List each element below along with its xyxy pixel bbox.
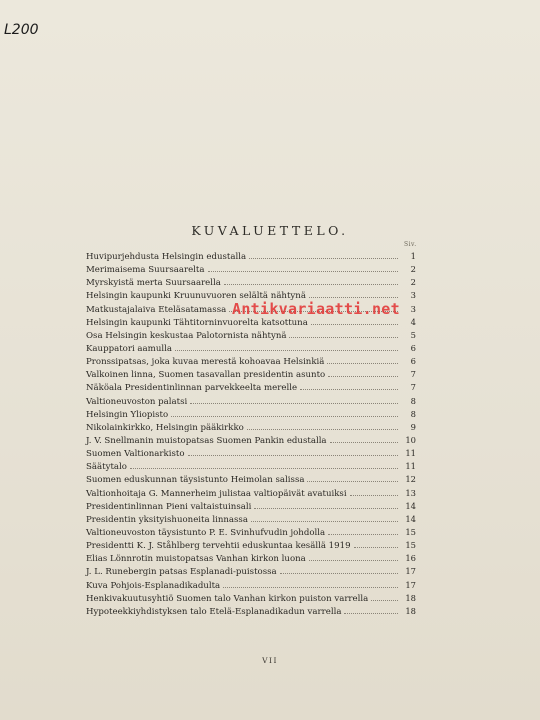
entry-page-number: 6 [410, 342, 416, 353]
dot-leader [175, 349, 398, 351]
handwritten-inventory-note: L200 [4, 22, 39, 38]
entry-title: Suomen Valtionarkisto [86, 449, 185, 460]
dot-leader [223, 586, 398, 588]
entry-title: Osa Helsingin keskustaa Palotornista nähtynä [86, 330, 287, 341]
list-item [86, 460, 416, 473]
dot-leader [328, 533, 398, 535]
entry-page-number: 4 [410, 316, 416, 327]
list-item [86, 434, 416, 447]
page-column-header: Siv. [404, 241, 417, 248]
entry-title: Henkivakuutusyhtiö Suomen talo Vanhan kirkon puiston varrella [86, 593, 369, 604]
entry-title: Kauppatori aamulla [86, 343, 172, 354]
entry-page-number: 3 [410, 290, 416, 301]
entry-page-number: 14 [405, 513, 416, 524]
entry-page-number: 2 [410, 264, 416, 275]
dot-leader [307, 480, 398, 482]
list-item [86, 368, 416, 381]
dot-leader [130, 467, 398, 469]
dot-leader [249, 257, 398, 259]
list-item [86, 263, 416, 276]
entry-title: Helsingin kaupunki Tähtitorninvuorelta katsottuna [86, 317, 308, 328]
dot-leader [328, 375, 398, 377]
entry-title: Merimaisema Suursaarelta [86, 265, 205, 276]
list-item [86, 579, 416, 592]
entry-page-number: 18 [405, 605, 416, 616]
entry-page-number: 5 [410, 329, 416, 340]
entry-page-number: 16 [405, 553, 416, 564]
entry-title: J. V. Snellmanin muistopatsas Suomen Pankin edustalla [86, 435, 327, 446]
entry-page-number: 11 [405, 461, 416, 472]
entry-title: Valtioneuvoston palatsi [86, 396, 188, 407]
entry-page-number: 17 [405, 566, 416, 577]
entry-title: Matkustajalaiva Eteläsatamassa [86, 304, 227, 315]
dot-leader [309, 559, 398, 561]
entry-title: Helsingin Yliopisto [86, 409, 169, 420]
list-item [86, 355, 416, 368]
entry-title: Säätytalo [86, 462, 127, 473]
dot-leader [251, 520, 398, 522]
dot-leader [311, 323, 398, 325]
entry-title: Valtioneuvoston täysistunto P. E. Svinhufvudin johdolla [86, 527, 326, 538]
list-item [86, 395, 416, 408]
dot-leader [289, 336, 398, 338]
entry-title: Näköala Presidentinlinnan parvekkeelta merelle [86, 383, 298, 394]
dot-leader [280, 572, 398, 574]
entry-page-number: 1 [410, 251, 416, 261]
dot-leader [208, 270, 398, 272]
entry-page-number: 8 [410, 395, 416, 406]
entry-page-number: 11 [405, 448, 416, 459]
entry-title: Valkoinen linna, Suomen tasavallan presidentin asunto [86, 370, 326, 381]
list-item [86, 342, 416, 355]
entry-page-number: 15 [405, 540, 416, 551]
entry-title: Presidentin yksityishuoneita linnassa [86, 514, 248, 525]
list-item [86, 565, 416, 578]
dot-leader [344, 612, 398, 614]
dot-leader [188, 454, 398, 456]
list-item [86, 605, 416, 618]
list-item [86, 487, 416, 500]
entry-title: Presidentinlinnan Pieni valtaistuinsali [86, 501, 252, 512]
list-item [86, 592, 416, 605]
entry-page-number: 12 [405, 474, 416, 485]
list-item [86, 500, 416, 513]
list-item [86, 276, 416, 289]
dot-leader [371, 599, 398, 601]
entry-title: Elias Lönnrotin muistopatsas Vanhan kirkon luona [86, 554, 306, 565]
entry-title: Huvipurjehdusta Helsingin edustalla [86, 252, 247, 262]
list-item [86, 552, 416, 565]
list-item [86, 329, 416, 342]
entry-page-number: 6 [410, 356, 416, 367]
dot-leader [330, 441, 398, 443]
dot-leader [224, 283, 398, 285]
list-item [86, 513, 416, 526]
entry-page-number: 3 [410, 303, 416, 314]
dot-leader [247, 428, 398, 430]
entry-page-number: 7 [410, 369, 416, 380]
entry-page-number: 7 [410, 382, 416, 393]
list-item [86, 381, 416, 394]
watermark-text: Antikvariaatti.net [232, 300, 400, 318]
list-item [86, 421, 416, 434]
list-item [86, 526, 416, 539]
entry-page-number: 2 [410, 277, 416, 288]
entry-page-number: 18 [405, 592, 416, 603]
list-item [86, 250, 416, 263]
dot-leader [190, 402, 398, 404]
entry-page-number: 14 [405, 500, 416, 511]
list-item [86, 408, 416, 421]
page-title: KUVALUETTELO. [191, 223, 349, 238]
entry-title: Suomen eduskunnan täysistunto Heimolan salissa [86, 475, 305, 486]
entry-title: Pronssipatsas, joka kuvaa merestä kohoavaa Helsinkiä [86, 357, 325, 368]
list-item [86, 447, 416, 460]
entry-title: Myrskyistä merta Suursaarella [86, 278, 221, 289]
entry-page-number: 9 [410, 421, 416, 432]
entry-page-number: 17 [405, 579, 416, 590]
entry-title: Nikolainkirkko, Helsingin pääkirkko [86, 422, 244, 433]
dot-leader [327, 362, 398, 364]
dot-leader [171, 415, 398, 417]
dot-leader [309, 296, 398, 298]
entry-title: Kuva Pohjois-Esplanadikadulta [86, 580, 221, 591]
entry-title: Helsingin kaupunki Kruunuvuoren selältä nähtynä [86, 291, 306, 302]
entry-page-number: 13 [405, 487, 416, 498]
list-item [86, 539, 416, 552]
dot-leader [300, 388, 398, 390]
dot-leader [254, 507, 398, 509]
page-folio: VII [262, 656, 278, 665]
entry-page-number: 10 [405, 434, 416, 445]
entry-page-number: 15 [405, 526, 416, 537]
entry-title: Hypoteekkiyhdistyksen talo Etelä-Esplanadikadun varrella [86, 606, 342, 617]
entry-page-number: 8 [410, 408, 416, 419]
entry-title: Valtionhoitaja G. Mannerheim julistaa valtiopäivät avatuiksi [86, 488, 347, 499]
dot-leader [350, 494, 398, 496]
entry-title: J. L. Runebergin patsas Esplanadi-puistossa [86, 567, 277, 578]
list-item [86, 473, 416, 486]
entry-title: Presidentti K. J. Ståhlberg tervehtii eduskuntaa kesällä 1919 [86, 541, 351, 552]
dot-leader [354, 546, 398, 548]
